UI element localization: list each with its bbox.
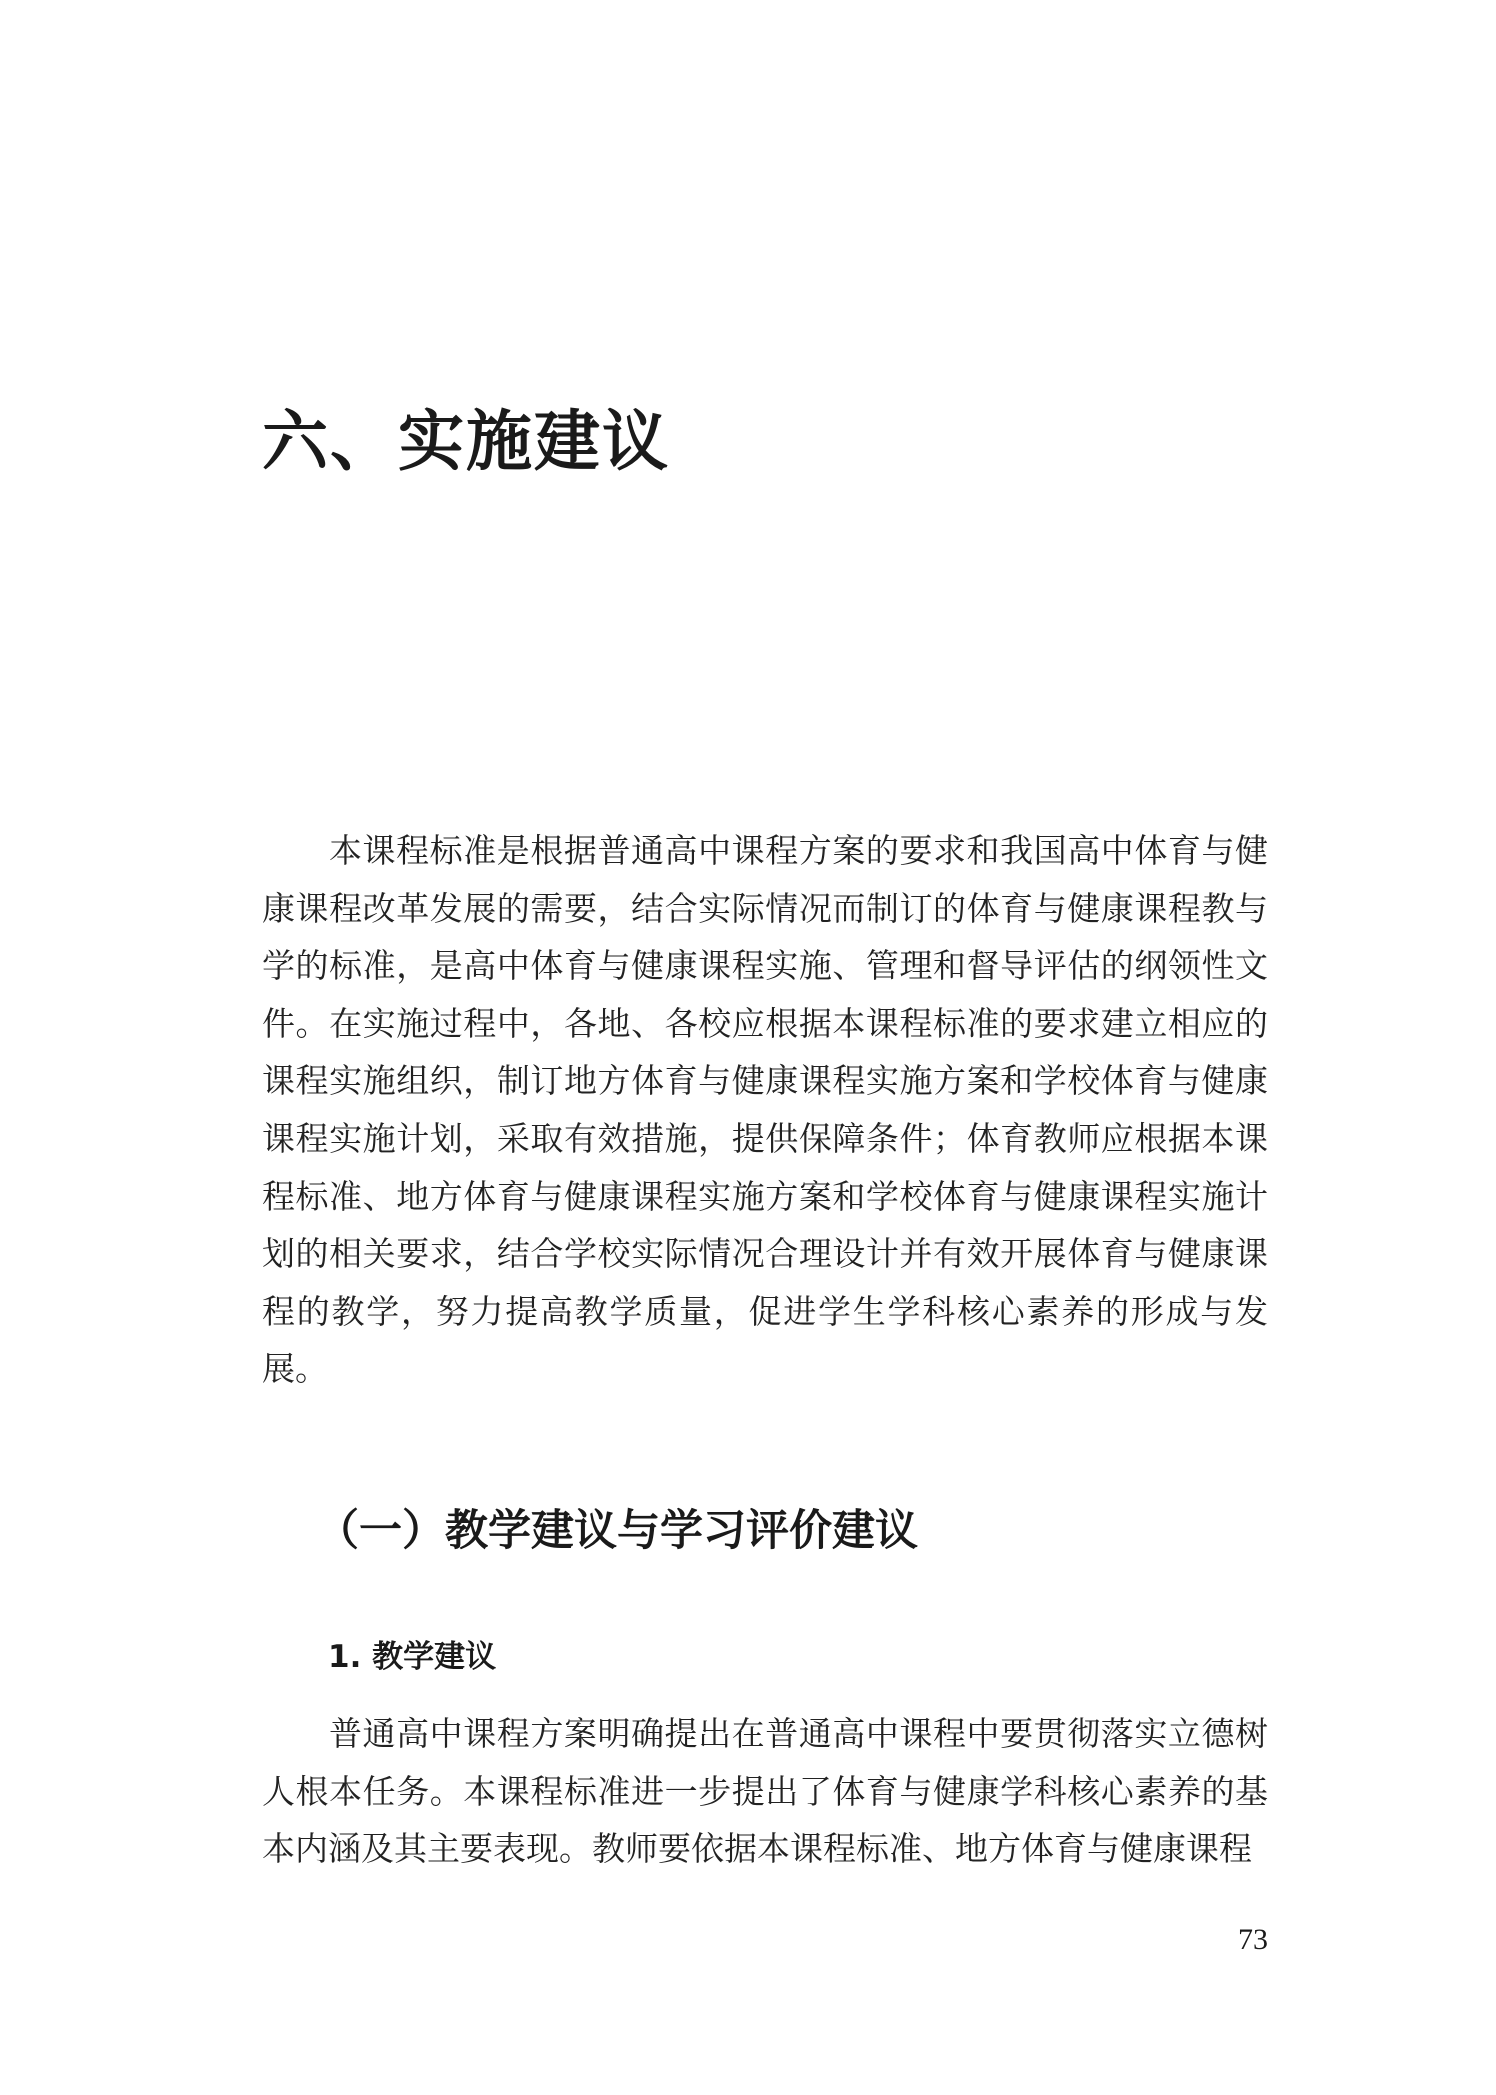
- subsection-title: 1. 教学建议: [328, 1639, 497, 1675]
- page-number: 73: [1238, 1923, 1268, 1956]
- body-paragraph: 普通高中课程方案明确提出在普通高中课程中要贯彻落实立德树人根本任务。本课程标准进一步提出了体育与健康学科核心素养的基本内涵及其主要表现。教师要依据本课程标准、地方体育与健康课程: [262, 1714, 1268, 1869]
- chapter-title: 六、实施建议: [262, 402, 670, 480]
- intro-paragraph: 本课程标准是根据普通高中课程方案的要求和我国高中体育与健康课程改革发展的需要，结合实际情况而制订的体育与健康课程教与学的标准，是高中体育与健康课程实施、管理和督导评估的纲领性文件。在实施过程中，各地、各校应根据本课程标准的要求建立相应的课程实施组织，制订地方体育与健康课程实施方案和学校体育与健康课程实施计划，采取有效措施，提供保障条件；体育教师应根据本课程标准、地方体育与健康课程实施方案和学校体育与健康课程实施计划的相关要求，结合学校实际情况合理设计并有效开展体育与健康课程的教学，努力提高教学质量，促进学生学科核心素养的形成与发展。: [262, 831, 1268, 1389]
- section-title: （一）教学建议与学习评价建议: [316, 1506, 918, 1556]
